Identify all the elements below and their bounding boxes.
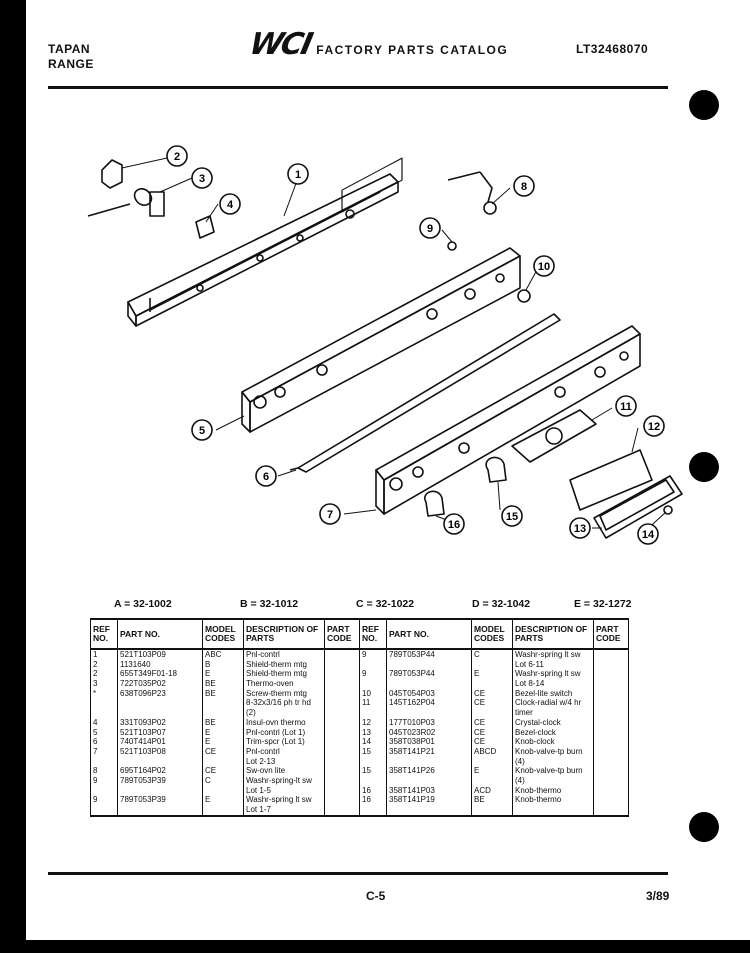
description: Lot 8-14 [513,679,594,689]
description: Pnl-contrl (Lot 1) [244,728,325,738]
model-codes: ABC [203,649,244,660]
model-codes [472,708,513,718]
part-code [594,698,629,708]
ref-no: 15 [360,747,387,757]
table-row [91,737,629,747]
part-no [387,679,472,689]
table-row [91,679,629,689]
description: Lot 2-13 [244,757,325,767]
model-codes [203,757,244,767]
table-row [91,660,629,670]
part-code [325,689,360,699]
callout-15 [502,506,522,526]
catalog-title: FACTORY PARTS CATALOG [316,43,509,57]
part-no [118,698,203,708]
part-no: 358T141P19 [387,795,472,805]
part-code [325,728,360,738]
model-codes [472,805,513,816]
part-code [594,747,629,757]
model-codes [472,679,513,689]
ref-no [91,708,118,718]
model-codes: C [203,776,244,786]
ref-no: 8 [91,766,118,776]
col-desc: DESCRIPTION OF PARTS [513,619,594,649]
svg-text:14: 14 [641,529,655,541]
callout-10 [534,256,554,276]
brand-label: TAPAN RANGE [48,42,94,71]
ref-no: 12 [360,718,387,728]
table-row [91,766,629,776]
ref-no: 16 [360,786,387,796]
model-codes: B [203,660,244,670]
svg-text:12: 12 [647,421,661,433]
header-rule [48,86,668,89]
model-codes: CE [472,718,513,728]
part-no: 045T023R02 [387,728,472,738]
table-row [91,708,629,718]
col-ref: REF NO. [91,619,118,649]
ref-no [91,805,118,816]
control-panel-5 [242,158,520,432]
svg-text:4: 4 [226,199,234,211]
description: Washr-spring-lt sw [244,776,325,786]
description: Bezel-lite switch [513,689,594,699]
description: Shield-therm mtg [244,669,325,679]
footer-rule [48,872,668,875]
part-no [118,757,203,767]
part-no: 789T053P44 [387,649,472,660]
description: Knob-thermo [513,795,594,805]
part-no [118,708,203,718]
part-code [594,795,629,805]
model-codes [203,786,244,796]
model-codes: BE [472,795,513,805]
model-codes: E [203,669,244,679]
col-part: PART NO. [387,619,472,649]
description: Insul-ovn thermo [244,718,325,728]
model-codes: CE [472,728,513,738]
ref-no: 11 [360,698,387,708]
table-header-row [91,619,629,649]
part-code [325,669,360,679]
part-no: 521T103P07 [118,728,203,738]
callout-3 [192,168,212,188]
part-code [594,776,629,786]
part-no: 655T349F01-18 [118,669,203,679]
part-code [594,786,629,796]
callout-7 [320,504,340,524]
binder-hole [689,812,719,842]
catalog-number: LT32468070 [576,42,649,56]
ref-no: 4 [91,718,118,728]
part-no: 358T141P03 [387,786,472,796]
description: timer [513,708,594,718]
part-code [325,766,360,776]
svg-text:13: 13 [573,523,587,535]
ref-no: 9 [360,649,387,660]
part-no: 358T038P01 [387,737,472,747]
part-code [594,757,629,767]
table-row [91,757,629,767]
part-no: 1131640 [118,660,203,670]
control-panel-1 [128,174,398,326]
callout-16 [444,514,464,534]
ref-no: 3 [91,679,118,689]
ref-no: 15 [360,766,387,776]
ref-no [360,660,387,670]
part-no: 358T141P21 [387,747,472,757]
part-code [325,776,360,786]
description: Washr-spring lt sw [244,795,325,805]
model-codes: CE [203,766,244,776]
model-entry: A = 32-1002 [114,598,172,610]
description: (4) [513,757,594,767]
model-code: D [472,598,480,610]
part-code [325,679,360,689]
part-code [325,718,360,728]
part-no [387,708,472,718]
part-no [387,757,472,767]
wci-logo: WCI [246,27,315,62]
page-number: C-5 [366,889,386,903]
part-code [325,737,360,747]
ref-no [360,757,387,767]
clock-timer [512,410,596,462]
description: Pnl-contrl [244,747,325,757]
callout-6 [256,466,276,486]
part-code [594,649,629,660]
svg-text:11: 11 [620,401,632,413]
table-row [91,649,629,660]
callout-2 [167,146,187,166]
table-row [91,689,629,699]
part-no: 740T414P01 [118,737,203,747]
part-code [325,795,360,805]
part-no: 145T162P04 [387,698,472,708]
description: Sw-ovn lite [244,766,325,776]
catalog-header [246,27,509,62]
callout-5 [192,420,212,440]
ref-no: * [91,689,118,699]
description [513,805,594,816]
svg-text:2: 2 [173,151,181,163]
part-code [594,805,629,816]
description: (2) [244,708,325,718]
col-part: PART NO. [118,619,203,649]
description: Knob-thermo [513,786,594,796]
part-no [387,776,472,786]
part-code [594,660,629,670]
control-panel-7 [376,326,640,514]
svg-text:8: 8 [520,181,528,193]
model-codes: ABCD [472,747,513,757]
svg-text:15: 15 [505,511,519,523]
col-model: MODEL CODES [203,619,244,649]
ref-no: 9 [91,776,118,786]
part-no: 695T164P02 [118,766,203,776]
part-no: 722T035P02 [118,679,203,689]
ref-no [91,698,118,708]
model-codes: E [203,737,244,747]
model-code: A [114,598,122,610]
model-codes: BE [203,718,244,728]
part-code [594,708,629,718]
callout-11 [616,396,636,416]
col-model: MODEL CODES [472,619,513,649]
callout-14 [638,524,658,544]
model-codes: BE [203,679,244,689]
svg-text:6: 6 [262,471,270,483]
model-codes [472,776,513,786]
table-row [91,805,629,816]
ref-no [91,786,118,796]
description: Pnl-contrl [244,649,325,660]
table-row [91,795,629,805]
description: Washr-spring lt sw [513,669,594,679]
svg-text:3: 3 [198,173,206,185]
parts-table [90,618,629,817]
svg-text:1: 1 [294,169,302,181]
callout-1 [288,164,308,184]
part-code [325,757,360,767]
ref-no: 9 [360,669,387,679]
model-codes: E [472,669,513,679]
description: Knob-valve-tp burn [513,747,594,757]
part-no [118,786,203,796]
description: Trim-spcr (Lot 1) [244,737,325,747]
svg-text:7: 7 [326,509,334,521]
svg-text:9: 9 [426,223,434,235]
model-codes: CE [203,747,244,757]
model-entry: B = 32-1012 [240,598,299,610]
part-code [594,689,629,699]
col-code: PART CODE [325,619,360,649]
ref-no: 2 [91,669,118,679]
table-row [91,728,629,738]
part-no: 521T103P09 [118,649,203,660]
part-code [594,669,629,679]
description: Screw-therm mtg [244,689,325,699]
part-no: 045T054P03 [387,689,472,699]
model-codes: ACD [472,786,513,796]
part-code [594,679,629,689]
ref-no [360,679,387,689]
model-number: 32-1022 [375,598,415,610]
table-row [91,747,629,757]
table-row [91,776,629,786]
binder-hole [689,90,719,120]
table-row [91,698,629,708]
model-entry: C = 32-1022 [356,598,415,610]
model-codes: CE [472,698,513,708]
svg-text:16: 16 [447,519,461,531]
model-number: 32-1012 [259,598,299,610]
part-no: 177T010P03 [387,718,472,728]
description: Lot 1-5 [244,786,325,796]
part-no: 789T053P39 [118,795,203,805]
model-codes [472,660,513,670]
model-codes: E [203,795,244,805]
ref-no: 5 [91,728,118,738]
part-no [387,805,472,816]
callout-8 [514,176,534,196]
ref-no: 10 [360,689,387,699]
part-code [325,805,360,816]
model-codes [203,698,244,708]
part-code [325,708,360,718]
description: Knob-clock [513,737,594,747]
ref-no: 6 [91,737,118,747]
ref-no [360,805,387,816]
model-codes: CE [472,689,513,699]
part-code [594,728,629,738]
model-codes: C [472,649,513,660]
col-desc: DESCRIPTION OF PARTS [244,619,325,649]
model-codes: E [203,728,244,738]
col-ref: REF NO. [360,619,387,649]
part-no: 638T096P23 [118,689,203,699]
ref-no [360,708,387,718]
description: Clock-radial w/4 hr [513,698,594,708]
part-code [325,660,360,670]
part-code [594,718,629,728]
part-code [325,649,360,660]
model-number: 32-1002 [133,598,172,610]
model-codes [203,805,244,816]
callout-9 [420,218,440,238]
ref-no [360,776,387,786]
ref-no: 1 [91,649,118,660]
svg-text:5: 5 [198,425,206,437]
clock-crystal [570,450,652,510]
part-no: 789T053P44 [387,669,472,679]
description: Lot 6-11 [513,660,594,670]
model-entry: D = 32-1042 [472,598,531,610]
ref-no: 16 [360,795,387,805]
part-no: 789T053P39 [118,776,203,786]
ref-no: 2 [91,660,118,670]
part-no: 358T141P26 [387,766,472,776]
description: Thermo-oven [244,679,325,689]
model-number: 32-1272 [592,598,632,610]
part-no: 331T093P02 [118,718,203,728]
callout-4 [220,194,240,214]
part-no [387,660,472,670]
ref-no: 13 [360,728,387,738]
ref-no: 14 [360,737,387,747]
model-codes [472,757,513,767]
model-code: B [240,598,248,610]
description: Washr-spring lt sw [513,649,594,660]
part-code [325,786,360,796]
model-code: C [356,598,364,610]
description: Shield-therm mtg [244,660,325,670]
model-codes: BE [203,689,244,699]
part-code [594,766,629,776]
revision-date: 3/89 [646,889,670,903]
part-no: 521T103P08 [118,747,203,757]
table-row [91,786,629,796]
description: Crystal-clock [513,718,594,728]
table-row [91,669,629,679]
part-code [325,698,360,708]
description: Bezel-clock [513,728,594,738]
ref-no [91,757,118,767]
part-code [325,747,360,757]
model-entry: E = 32-1272 [574,598,632,610]
model-code: E [574,598,582,610]
exploded-parts-diagram [60,130,700,600]
model-codes: E [472,766,513,776]
ref-no: 9 [91,795,118,805]
part-no [118,805,203,816]
description: 8-32x3/16 ph tr hd [244,698,325,708]
table-row [91,718,629,728]
callout-12 [644,416,664,436]
model-codes [203,708,244,718]
part-code [594,737,629,747]
model-number: 32-1042 [491,598,531,610]
description: (4) [513,776,594,786]
col-code: PART CODE [594,619,629,649]
model-codes: CE [472,737,513,747]
description: Lot 1-7 [244,805,325,816]
svg-text:10: 10 [537,261,551,273]
callout-13 [570,518,590,538]
trim-spacer-6 [290,314,560,472]
description: Knob-valve-tp burn [513,766,594,776]
ref-no: 7 [91,747,118,757]
